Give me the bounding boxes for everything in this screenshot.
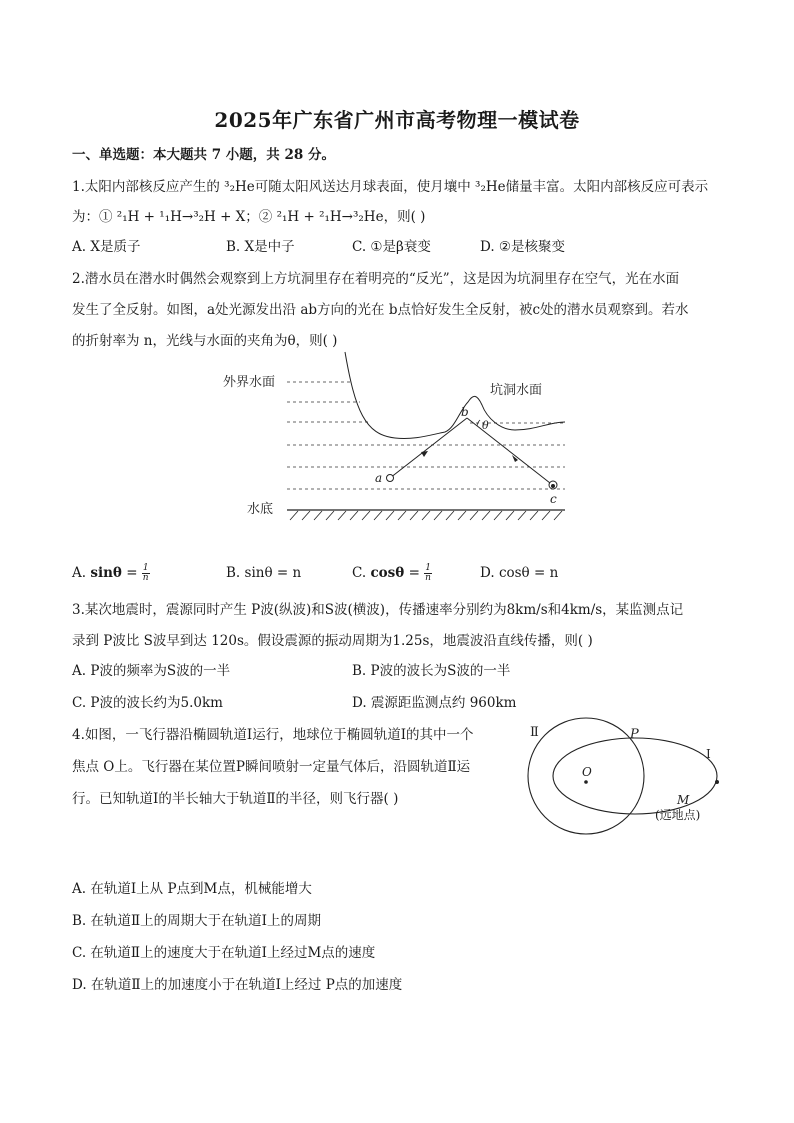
q3-option-b: B. P波的波长为S波的一半 — [352, 663, 511, 679]
q4-option-c: C. 在轨道Ⅱ上的速度大于在轨道Ⅰ上经过M点的速度 — [72, 945, 376, 961]
q1-option-a: A. X是质子 — [72, 239, 141, 255]
q4-line-1: 4.如图，一飞行器沿椭圆轨道Ⅰ运行，地球位于椭圆轨道Ⅰ的其中一个 — [72, 727, 474, 743]
q2-option-b: B. sinθ = n — [226, 565, 302, 581]
label-point-a: a — [375, 471, 383, 485]
q2-line-1: 2.潜水员在潜水时偶然会观察到上方坑洞里存在着明亮的“反光”，这是因为坑洞里存在空气，光在水面 — [72, 271, 680, 287]
q2-line-2: 发生了全反射。如图，a处光源发出沿 ab方向的光在 b点恰好发生全反射，被c处的潜水员观察到。若水 — [72, 302, 689, 318]
q3-line-2: 录到 P波比 S波早到达 120s。假设震源的振动周期为1.25s，地震波沿直线传播，则( ) — [72, 633, 593, 649]
label-apogee: (远地点) — [655, 808, 701, 822]
orbit-diagram — [520, 716, 730, 841]
q3-option-c: C. P波的波长约为5.0km — [72, 695, 223, 711]
label-orbit-I: Ⅰ — [706, 747, 711, 761]
label-point-M: M — [677, 793, 690, 807]
q4-line-2: 焦点 O上。飞行器在某位置P瞬间喷射一定量气体后，沿圆轨道Ⅱ运 — [72, 759, 471, 775]
refraction-diagram — [215, 350, 575, 525]
q2-option-c: C. cosθ = $\frac{1}{n}$ — [352, 563, 431, 583]
label-point-P: P — [630, 727, 639, 742]
label-orbit-II: Ⅱ — [530, 725, 539, 740]
label-water-bottom: 水底 — [247, 502, 274, 517]
section-heading: 一、单选题：本大题共 7 小题，共 28 分。 — [72, 147, 335, 163]
label-focus-O: O — [582, 765, 592, 779]
q3-line-1: 3.某次地震时，震源同时产生 P波(纵波)和S波(横波)，传播速率分别约为8km/s和4km/s，某监测点记 — [72, 602, 684, 618]
q2-line-3: 的折射率为 n，光线与水面的夹角为θ，则( ) — [72, 333, 338, 349]
q3-option-d: D. 震源距监测点约 960km — [352, 695, 517, 711]
q1-line-2: 为：① ²₁H + ¹₁H→³₂H + X；② ²₁H + ²₁H→³₂He，则( ) — [72, 209, 426, 225]
page-title: 2025年广东省广州市高考物理一模试卷 — [214, 108, 580, 132]
q1-option-c: C. ①是β衰变 — [352, 239, 431, 255]
q4-line-3: 行。已知轨道Ⅰ的半长轴大于轨道Ⅱ的半径，则飞行器( ) — [72, 791, 399, 807]
label-cave-surface: 坑洞水面 — [490, 383, 543, 398]
q4-option-a: A. 在轨道Ⅰ上从 P点到M点，机械能增大 — [72, 881, 312, 897]
label-point-b: b — [461, 405, 469, 419]
q4-option-b: B. 在轨道Ⅱ上的周期大于在轨道Ⅰ上的周期 — [72, 913, 322, 929]
label-point-c: c — [550, 492, 557, 506]
q2-option-d: D. cosθ = n — [480, 565, 559, 581]
q1-option-b: B. X是中子 — [226, 239, 295, 255]
label-angle-theta: θ — [482, 419, 489, 432]
q1-line-1: 1.太阳内部核反应产生的 ³₂He可随太阳风送达月球表面，使月壤中 ³₂He储量丰富。太阳内部核反应可表示 — [72, 179, 709, 195]
q4-option-d: D. 在轨道Ⅱ上的加速度小于在轨道Ⅰ上经过 P点的加速度 — [72, 977, 403, 993]
q3-option-a: A. P波的频率为S波的一半 — [72, 663, 231, 679]
q2-option-a: A. sinθ = $\frac{1}{n}$ — [72, 563, 149, 583]
label-outer-surface: 外界水面 — [223, 375, 276, 390]
q1-option-d: D. ②是核聚变 — [480, 239, 566, 255]
